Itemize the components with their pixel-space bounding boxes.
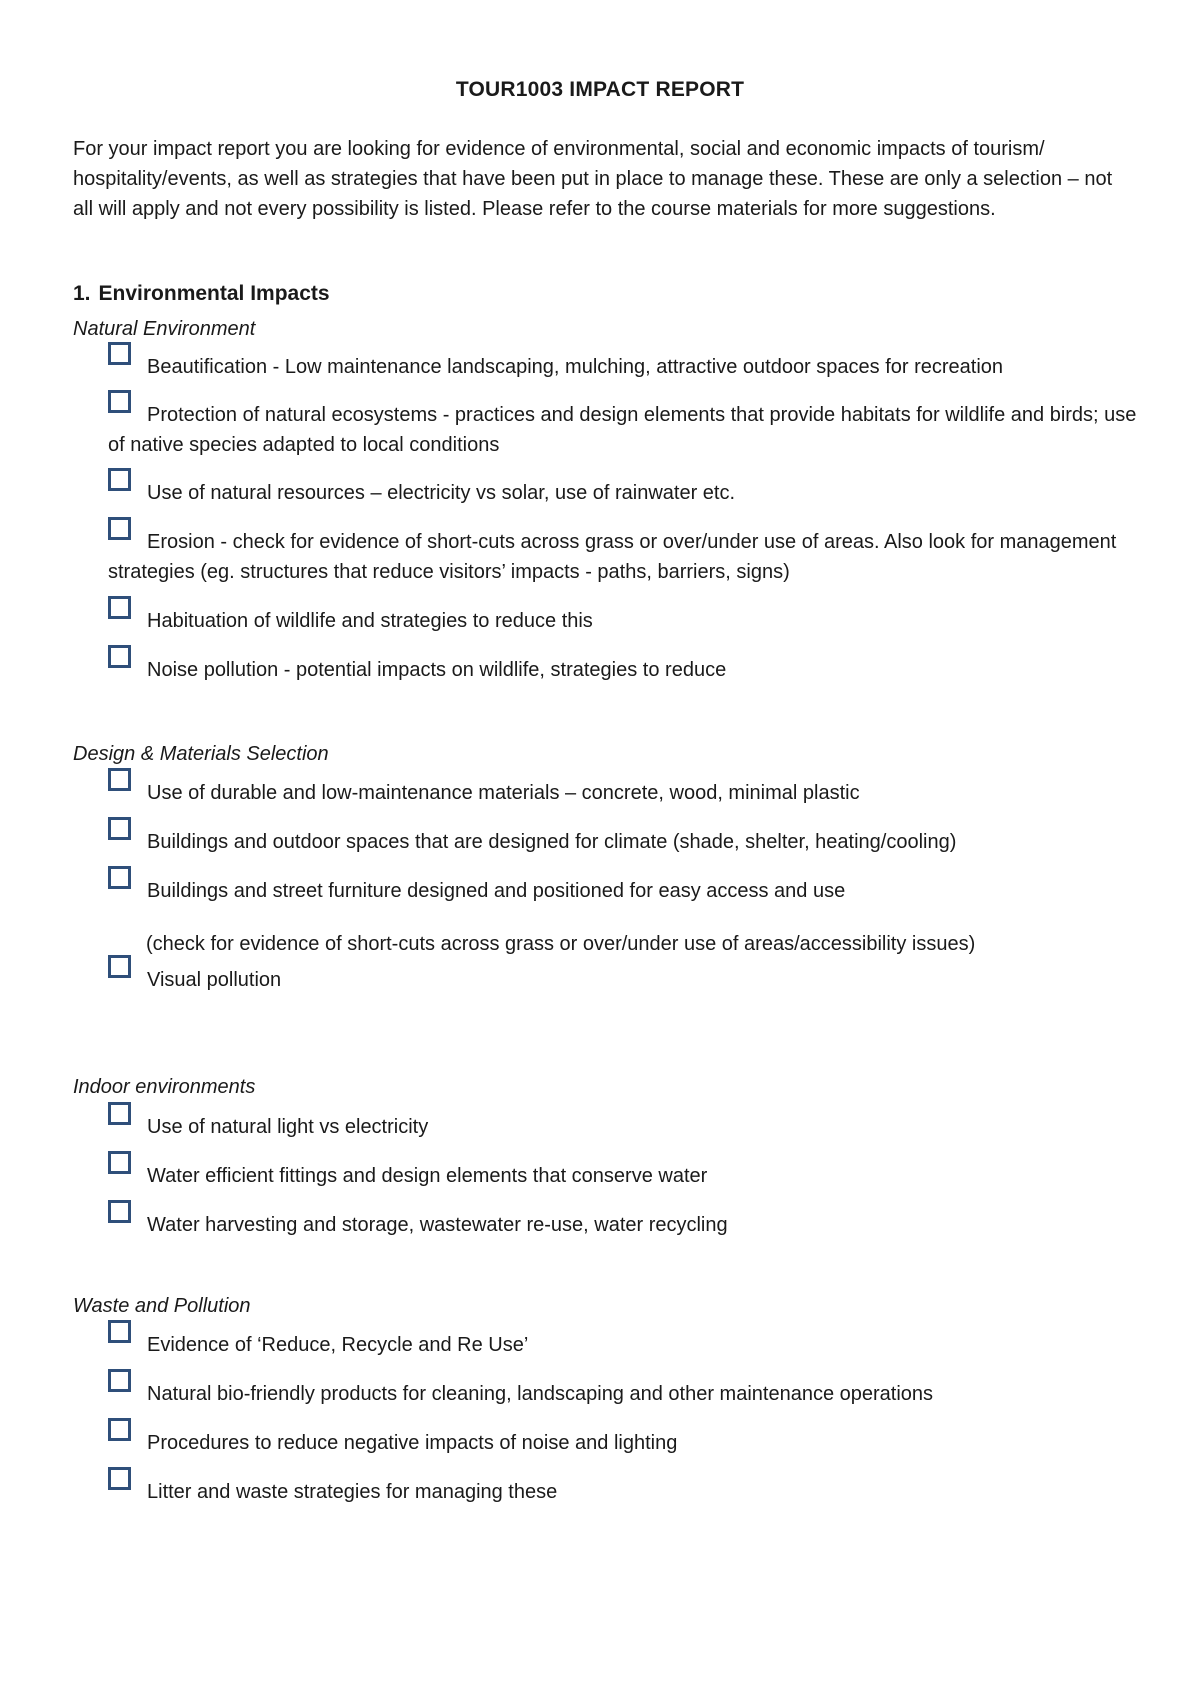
checklist-item [108, 1210, 1138, 1240]
checklist-item [108, 527, 1138, 587]
checklist-item [108, 1161, 1138, 1191]
item-text: Buildings and street furniture designed and positioned for easy access and use [147, 880, 846, 902]
checklist-item [108, 400, 1138, 460]
checklist-item [108, 827, 1138, 857]
item-text: Water harvesting and storage, wastewater re-use, water recycling [147, 1214, 728, 1236]
checkbox-icon[interactable] [108, 517, 131, 540]
checkbox-icon[interactable] [108, 866, 131, 889]
checklist-item [108, 352, 1138, 382]
item-text: Visual pollution [147, 969, 282, 991]
item-text: Erosion - check for evidence of short-cuts across grass or over/under use of areas. Also look for management strategies (eg. structures that reduce visitors’ impacts - paths, barriers, signs) [108, 531, 1117, 583]
checklist-item [108, 876, 1138, 906]
item-text: Protection of natural ecosystems - practices and design elements that provide habitats for wildlife and birds; use of native species adapted to local conditions [108, 404, 1137, 456]
checkbox-icon[interactable] [108, 1200, 131, 1223]
checklist-item [108, 1379, 1138, 1409]
checklist-item [108, 655, 1138, 685]
checklist-item [108, 1428, 1138, 1458]
checkbox-icon[interactable] [108, 390, 131, 413]
checkbox-icon[interactable] [108, 1418, 131, 1441]
checklist-item [108, 478, 1138, 508]
checkbox-icon[interactable] [108, 596, 131, 619]
checkbox-icon[interactable] [108, 1320, 131, 1343]
item-text: Use of durable and low-maintenance materials – concrete, wood, minimal plastic [147, 782, 860, 804]
checkbox-icon[interactable] [108, 468, 131, 491]
item-text: Noise pollution - potential impacts on wildlife, strategies to reduce [147, 659, 727, 681]
item-text: Beautification - Low maintenance landscaping, mulching, attractive outdoor spaces for recreation [147, 356, 1004, 378]
item-text: Buildings and outdoor spaces that are designed for climate (shade, shelter, heating/cooling) [147, 831, 957, 853]
checklist-item [108, 606, 1138, 636]
subheading-indoor-environments: Indoor environments [73, 1076, 256, 1098]
item-text: Evidence of ‘Reduce, Recycle and Re Use’ [147, 1334, 529, 1356]
checklist-item [108, 778, 1138, 808]
checkbox-icon[interactable] [108, 1102, 131, 1125]
checklist-item [108, 1112, 1138, 1142]
checkbox-icon[interactable] [108, 817, 131, 840]
subheading-design-materials: Design & Materials Selection [73, 743, 329, 765]
section-heading-text: Environmental Impacts [98, 282, 330, 305]
checkbox-icon[interactable] [108, 645, 131, 668]
checklist-item [108, 1477, 1138, 1507]
item-text: Litter and waste strategies for managing these [147, 1481, 558, 1503]
checkbox-icon[interactable] [108, 1369, 131, 1392]
checkbox-icon[interactable] [108, 342, 131, 365]
item-text: Procedures to reduce negative impacts of noise and lighting [147, 1432, 678, 1454]
checkbox-icon[interactable] [108, 1467, 131, 1490]
section-number: 1. [73, 282, 91, 305]
checklist-item [108, 965, 1138, 995]
checkbox-icon[interactable] [108, 955, 131, 978]
checklist-note: (check for evidence of short-cuts across grass or over/under use of areas/accessibility issues) [146, 933, 976, 955]
checkbox-icon[interactable] [108, 768, 131, 791]
subheading-waste-pollution: Waste and Pollution [73, 1295, 251, 1317]
subheading-natural-environment: Natural Environment [73, 318, 256, 340]
item-text: Habituation of wildlife and strategies to reduce this [147, 610, 593, 632]
intro-paragraph: For your impact report you are looking for evidence of environmental, social and economic impacts of tourism/ hospitality/events, as well as strategies that have been put in place to manage these. These are only a selection – not all will apply and not every possibility is listed. Please refer to the course materials for more suggestions. [73, 138, 1113, 220]
item-text: Natural bio-friendly products for cleaning, landscaping and other maintenance operations [147, 1383, 934, 1405]
item-text: Water efficient fittings and design elements that conserve water [147, 1165, 708, 1187]
checkbox-icon[interactable] [108, 1151, 131, 1174]
item-text: Use of natural resources – electricity vs solar, use of rainwater etc. [147, 482, 736, 504]
page-title: TOUR1003 IMPACT REPORT [455, 78, 745, 101]
checklist-item [108, 1330, 1138, 1360]
item-text: Use of natural light vs electricity [147, 1116, 429, 1138]
section-heading [73, 282, 330, 306]
